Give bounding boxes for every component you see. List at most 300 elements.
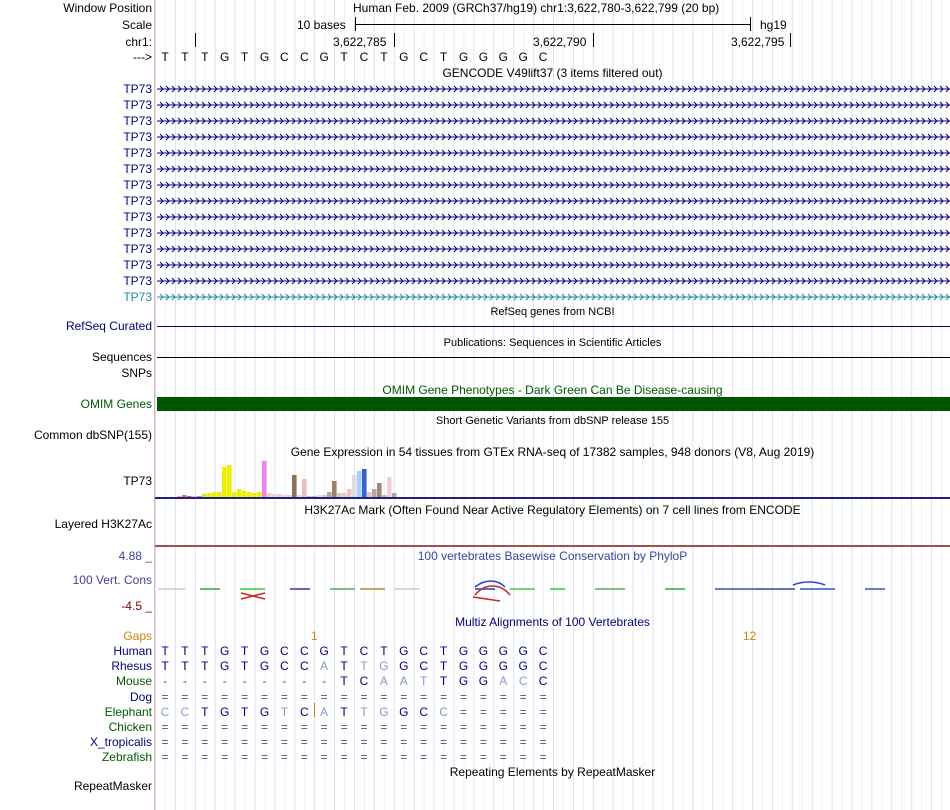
- aligned-base: =: [241, 735, 249, 750]
- omim-gene-bar[interactable]: [157, 397, 950, 411]
- aligned-base: C: [419, 659, 429, 674]
- aligned-base: T: [201, 704, 209, 719]
- aligned-base: C: [299, 704, 309, 719]
- snps-track-label[interactable]: SNPs: [121, 366, 152, 380]
- gtex-tissue-bar: [242, 491, 247, 497]
- aligned-base: C: [160, 704, 170, 719]
- gtex-tissue-bar: [277, 494, 282, 497]
- aligned-base: A: [399, 674, 408, 689]
- aligned-base: =: [221, 735, 229, 750]
- position-tick-label: 3,622,785: [333, 35, 387, 49]
- window-title[interactable]: Human Feb. 2009 (GRCh37/hg19) chr1:3,622,780-3,622,799 (20 bp): [353, 1, 720, 15]
- aligned-base: G: [498, 644, 508, 658]
- aligned-base: G: [379, 659, 389, 674]
- aligned-base: =: [300, 720, 308, 734]
- aligned-base: C: [538, 674, 548, 689]
- aligned-base: G: [478, 659, 489, 674]
- reference-base: T: [201, 50, 209, 64]
- gencode-transcript[interactable]: [157, 132, 950, 142]
- h3k27ac-baseline: [155, 545, 950, 547]
- aligned-base: =: [519, 750, 527, 765]
- aligned-base: =: [479, 735, 487, 750]
- gtex-tissue-bar: [267, 493, 272, 497]
- position-tick: [790, 33, 791, 47]
- repeatmasker-track-title: Repeating Elements by RepeatMasker: [449, 765, 656, 779]
- gap-mark: 12: [743, 629, 757, 643]
- aligned-base: =: [280, 735, 288, 750]
- gencode-transcript[interactable]: [157, 180, 950, 190]
- aligned-base: =: [440, 720, 448, 734]
- gtex-tissue-bar: [182, 495, 187, 497]
- aligned-base: =: [181, 720, 189, 734]
- gtex-tissue-bar: [332, 481, 337, 497]
- aligned-base: =: [340, 689, 348, 704]
- reference-base: T: [240, 50, 249, 64]
- aligned-base: =: [459, 750, 467, 765]
- aligned-base: G: [319, 644, 329, 658]
- aligned-base: =: [420, 750, 428, 765]
- aligned-base: =: [221, 750, 229, 765]
- gencode-transcript[interactable]: [157, 116, 950, 126]
- gtex-tissue-bar: [377, 483, 382, 497]
- aligned-base: =: [280, 750, 288, 765]
- aligned-base: =: [519, 704, 527, 719]
- phylop-score-mark: [793, 582, 825, 585]
- gtex-tissue-bar: [392, 493, 397, 497]
- aligned-base: =: [221, 689, 229, 704]
- aligned-base: =: [519, 735, 527, 750]
- aligned-base: G: [259, 644, 270, 658]
- gtex-track-label[interactable]: TP73: [123, 474, 152, 488]
- aligned-base: T: [161, 659, 169, 674]
- gtex-tissue-bar: [337, 493, 342, 497]
- aligned-base: T: [201, 659, 209, 674]
- repeatmasker-track-label[interactable]: RepeatMasker: [73, 779, 152, 793]
- refseq-gene-line[interactable]: [157, 326, 950, 327]
- aligned-base: A: [499, 674, 508, 689]
- gencode-transcript[interactable]: [157, 292, 950, 302]
- scale-bar: [355, 24, 751, 25]
- aligned-base: G: [399, 659, 409, 674]
- gtex-tissue-bar: [322, 495, 327, 497]
- gtex-tissue-bar: [347, 489, 352, 497]
- aligned-base: =: [479, 720, 487, 734]
- phylop-min-label: -4.5 _: [121, 599, 152, 613]
- aligned-base: G: [220, 644, 230, 658]
- aligned-base: =: [499, 704, 507, 719]
- reference-base: C: [280, 50, 289, 64]
- species-label[interactable]: Rhesus: [111, 659, 152, 674]
- aligned-base: -: [163, 674, 167, 689]
- gencode-transcript-label[interactable]: TP73: [123, 210, 152, 224]
- aligned-base: =: [380, 735, 388, 750]
- omim-track-label[interactable]: OMIM Genes: [80, 397, 152, 411]
- aligned-base: -: [282, 674, 287, 689]
- aligned-base: =: [400, 689, 408, 704]
- aligned-base: T: [181, 659, 189, 674]
- reference-base: C: [419, 50, 429, 64]
- chrom-label: chr1:: [125, 35, 152, 49]
- aligned-base: =: [459, 689, 467, 704]
- aligned-base: =: [499, 689, 507, 704]
- aligned-base: C: [538, 659, 548, 674]
- aligned-base: =: [440, 735, 448, 750]
- aligned-base: G: [518, 659, 528, 674]
- aligned-base: =: [181, 735, 189, 750]
- aligned-base: =: [380, 750, 388, 765]
- gencode-transcript[interactable]: [157, 276, 950, 286]
- aligned-base: G: [458, 659, 469, 674]
- reference-base: T: [439, 50, 448, 64]
- aligned-base: =: [260, 720, 268, 734]
- aligned-base: C: [299, 659, 309, 674]
- aligned-base: T: [280, 704, 289, 719]
- gtex-tissue-bar: [222, 467, 227, 497]
- gencode-transcript[interactable]: [157, 148, 950, 158]
- pubs-track-title: Publications: Sequences in Scientific Articles: [443, 337, 662, 349]
- gtex-tissue-bar: [232, 492, 237, 497]
- gtex-tissue-bar: [302, 479, 307, 497]
- aligned-base: =: [241, 750, 249, 765]
- gtex-tissue-bar: [312, 496, 317, 497]
- aligned-base: =: [201, 689, 209, 704]
- gencode-transcript[interactable]: [157, 100, 950, 110]
- aligned-base: T: [340, 704, 348, 719]
- gap-mark: 1: [311, 629, 318, 643]
- gencode-transcript[interactable]: [157, 212, 950, 222]
- aligned-base: =: [260, 750, 268, 765]
- species-label[interactable]: Elephant: [104, 704, 152, 719]
- aligned-base: =: [241, 720, 249, 734]
- aligned-base: C: [419, 644, 429, 658]
- aligned-base: C: [280, 644, 289, 658]
- aligned-base: T: [340, 659, 348, 674]
- aligned-base: =: [380, 720, 388, 734]
- reference-base: G: [319, 50, 329, 64]
- aligned-base: A: [320, 704, 329, 719]
- gencode-transcript-label[interactable]: TP73: [123, 242, 152, 256]
- aligned-base: =: [300, 750, 308, 765]
- refseq-track-title: RefSeq genes from NCBI: [490, 306, 615, 318]
- aligned-base: =: [340, 750, 348, 765]
- aligned-base: =: [479, 704, 487, 719]
- aligned-base: =: [380, 689, 388, 704]
- gencode-transcript[interactable]: [157, 164, 950, 174]
- aligned-base: =: [201, 720, 209, 734]
- species-label[interactable]: X_tropicalis: [89, 735, 152, 750]
- aligned-base: =: [479, 750, 487, 765]
- aligned-base: =: [440, 750, 448, 765]
- aligned-base: G: [220, 659, 230, 674]
- aligned-base: =: [459, 704, 467, 719]
- reference-base: C: [538, 50, 548, 64]
- dbsnp-track-title: Short Genetic Variants from dbSNP release 155: [435, 415, 670, 427]
- gencode-track-title: GENCODE V49lift37 (3 items filtered out): [442, 66, 663, 80]
- gtex-tissue-bar: [362, 469, 367, 497]
- strand-label: --->: [133, 50, 152, 64]
- aligned-base: =: [161, 720, 169, 734]
- reference-base: T: [340, 50, 348, 64]
- gtex-tissue-bar: [387, 477, 392, 497]
- gtex-tissue-bar: [282, 495, 287, 497]
- label-gutter-divider: [154, 0, 155, 810]
- dbsnp-track-label[interactable]: Common dbSNP(155): [33, 428, 152, 442]
- aligned-base: -: [202, 674, 207, 689]
- aligned-base: =: [360, 720, 368, 734]
- gencode-transcript-label[interactable]: TP73: [123, 274, 152, 288]
- pubs-sequence-line[interactable]: [157, 357, 950, 358]
- reference-base: G: [458, 50, 469, 64]
- reference-base: G: [220, 50, 230, 64]
- aligned-base: =: [499, 750, 507, 765]
- aligned-base: G: [518, 644, 528, 658]
- phylop-score-mark: [241, 593, 265, 599]
- aligned-base: T: [201, 644, 209, 658]
- aligned-base: =: [320, 735, 328, 750]
- h3k27ac-track-title: H3K27Ac Mark (Often Found Near Active Regulatory Elements) on 7 cell lines from ENCODE: [304, 503, 801, 517]
- aligned-base: =: [300, 735, 308, 750]
- aligned-base: -: [182, 674, 187, 689]
- assembly-label: hg19: [760, 18, 787, 32]
- aligned-base: =: [400, 735, 408, 750]
- window-position-label: Window Position: [63, 1, 152, 15]
- aligned-base: =: [539, 750, 547, 765]
- aligned-base: =: [420, 720, 428, 734]
- aligned-base: T: [420, 674, 428, 689]
- aligned-base: =: [539, 735, 547, 750]
- aligned-base: -: [222, 674, 227, 689]
- position-tick-label: 3,622,790: [533, 35, 587, 49]
- gtex-tissue-bar: [247, 492, 252, 497]
- gtex-tissue-bar: [357, 471, 362, 497]
- aligned-base: =: [539, 704, 547, 719]
- gencode-transcript-label[interactable]: TP73: [123, 258, 152, 272]
- gtex-tissue-bar: [227, 465, 232, 497]
- gtex-tissue-bar: [297, 495, 302, 497]
- gtex-tissue-bar: [262, 461, 267, 497]
- aligned-base: =: [499, 720, 507, 734]
- aligned-base: -: [322, 674, 327, 689]
- gencode-transcript-label[interactable]: TP73: [123, 146, 152, 160]
- aligned-base: =: [320, 750, 328, 765]
- phylop-track-label[interactable]: 100 Vert. Cons: [72, 573, 152, 587]
- gtex-tissue-bar: [202, 494, 207, 497]
- aligned-base: G: [399, 704, 409, 719]
- aligned-base: =: [181, 750, 189, 765]
- aligned-base: T: [380, 644, 388, 658]
- h3k27ac-track-label[interactable]: Layered H3K27Ac: [54, 517, 152, 531]
- aligned-base: T: [161, 644, 169, 658]
- aligned-base: =: [360, 689, 368, 704]
- aligned-base: G: [458, 674, 469, 689]
- aligned-base: T: [340, 674, 348, 689]
- aligned-base: =: [161, 750, 169, 765]
- scale-label: Scale: [121, 18, 152, 32]
- gtex-tissue-bar: [342, 493, 347, 497]
- pubs-track-label[interactable]: Sequences: [91, 350, 152, 364]
- gtex-tissue-bar: [197, 496, 202, 497]
- species-label[interactable]: Chicken: [108, 720, 152, 734]
- gencode-transcript-label[interactable]: TP73: [123, 194, 152, 208]
- gencode-transcript-label[interactable]: TP73: [123, 226, 152, 240]
- phylop-track-title: 100 vertebrates Basewise Conservation by PhyloP: [417, 549, 688, 563]
- aligned-base: C: [359, 644, 369, 658]
- aligned-base: =: [459, 735, 467, 750]
- scale-bar-right-cap: [750, 17, 751, 31]
- aligned-base: =: [360, 750, 368, 765]
- gtex-tissue-bar: [352, 475, 357, 497]
- reference-base: T: [161, 50, 169, 64]
- aligned-base: =: [260, 689, 268, 704]
- gtex-tissue-bar: [207, 493, 212, 497]
- species-label[interactable]: Mouse: [115, 674, 152, 689]
- aligned-base: G: [478, 674, 489, 689]
- position-tick: [593, 33, 594, 47]
- gencode-transcript[interactable]: [157, 84, 950, 94]
- insertion-mark: [314, 703, 315, 717]
- gtex-tissue-bar: [327, 492, 332, 497]
- aligned-base: =: [280, 720, 288, 734]
- gtex-tissue-bar: [287, 495, 292, 497]
- aligned-base: T: [340, 644, 348, 658]
- gtex-tissue-bar: [307, 496, 312, 497]
- multiz-track-title: Multiz Alignments of 100 Vertebrates: [455, 615, 650, 629]
- aligned-base: =: [519, 720, 527, 734]
- gtex-tissue-bar: [317, 495, 322, 497]
- aligned-base: A: [379, 674, 388, 689]
- species-label[interactable]: Zebrafish: [101, 750, 152, 765]
- aligned-base: T: [240, 644, 249, 658]
- gencode-transcript[interactable]: [157, 196, 950, 206]
- species-label[interactable]: Human: [113, 644, 152, 658]
- aligned-base: =: [400, 750, 408, 765]
- reference-base: G: [259, 50, 270, 64]
- gencode-transcript-label[interactable]: TP73: [123, 98, 152, 112]
- gencode-transcript-label[interactable]: TP73: [123, 290, 152, 304]
- aligned-base: =: [241, 689, 249, 704]
- gtex-tissue-bar: [217, 492, 222, 497]
- reference-base: C: [359, 50, 369, 64]
- reference-base: G: [498, 50, 508, 64]
- aligned-base: =: [181, 689, 189, 704]
- aligned-base: G: [458, 644, 469, 658]
- gtex-tissue-bar: [382, 495, 387, 497]
- aligned-base: =: [221, 720, 229, 734]
- gtex-tissue-bar: [367, 492, 372, 497]
- aligned-base: G: [498, 659, 508, 674]
- aligned-base: =: [539, 689, 547, 704]
- gtex-tissue-bar: [252, 493, 257, 497]
- aligned-base: G: [379, 704, 389, 719]
- reference-base: G: [399, 50, 409, 64]
- gtex-tissue-bar: [272, 494, 277, 497]
- aligned-base: C: [359, 674, 369, 689]
- aligned-base: =: [420, 735, 428, 750]
- position-tick: [195, 33, 196, 47]
- aligned-base: =: [479, 689, 487, 704]
- gencode-transcript[interactable]: [157, 228, 950, 238]
- gtex-expression-chart[interactable]: [155, 459, 950, 501]
- aligned-base: C: [439, 704, 448, 719]
- aligned-base: =: [340, 735, 348, 750]
- scale-text: 10 bases: [297, 18, 346, 32]
- aligned-base: -: [242, 674, 247, 689]
- gtex-tissue-bar: [257, 492, 262, 497]
- gencode-transcript-label[interactable]: TP73: [123, 178, 152, 192]
- aligned-base: =: [320, 720, 328, 734]
- aligned-base: =: [420, 689, 428, 704]
- aligned-base: =: [280, 689, 288, 704]
- gtex-tissue-bar: [292, 475, 297, 497]
- aligned-base: T: [439, 674, 448, 689]
- aligned-base: C: [180, 704, 190, 719]
- gtex-tissue-bar: [372, 489, 377, 497]
- aligned-base: C: [299, 644, 309, 658]
- gencode-transcript-label[interactable]: TP73: [123, 82, 152, 96]
- aligned-base: =: [340, 720, 348, 734]
- reference-base: T: [181, 50, 189, 64]
- aligned-base: =: [519, 689, 527, 704]
- species-label[interactable]: Dog: [129, 689, 152, 704]
- aligned-base: =: [260, 735, 268, 750]
- aligned-base: G: [259, 704, 270, 719]
- aligned-base: =: [320, 689, 328, 704]
- phylop-max-label: 4.88 _: [118, 549, 152, 563]
- gtex-tissue-bar: [187, 496, 192, 497]
- gtex-tissue-bar: [237, 489, 242, 497]
- aligned-base: =: [539, 720, 547, 734]
- aligned-base: T: [240, 659, 249, 674]
- scale-bar-left-cap: [355, 17, 356, 31]
- position-tick: [394, 33, 395, 47]
- gencode-transcript-label[interactable]: TP73: [123, 162, 152, 176]
- aligned-base: T: [181, 644, 189, 658]
- gencode-transcript-label[interactable]: TP73: [123, 130, 152, 144]
- aligned-base: T: [360, 704, 368, 719]
- aligned-base: =: [400, 720, 408, 734]
- gtex-tissue-bar: [212, 492, 217, 497]
- aligned-base: =: [499, 735, 507, 750]
- reference-base: C: [299, 50, 309, 64]
- aligned-base: G: [478, 644, 489, 658]
- reference-base: G: [518, 50, 528, 64]
- reference-base: T: [380, 50, 388, 64]
- position-tick-label: 3,622,795: [731, 35, 785, 49]
- refseq-track-label[interactable]: RefSeq Curated: [65, 319, 152, 333]
- aligned-base: G: [220, 704, 230, 719]
- aligned-base: -: [302, 674, 307, 689]
- aligned-base: =: [300, 689, 308, 704]
- reference-base: G: [478, 50, 489, 64]
- gtex-track-title: Gene Expression in 54 tissues from GTEx RNA-seq of 17382 samples, 948 donors (V8, Aug 2019): [290, 445, 815, 459]
- gencode-transcript[interactable]: [157, 260, 950, 270]
- aligned-base: =: [459, 720, 467, 734]
- aligned-base: T: [360, 659, 368, 674]
- aligned-base: C: [419, 704, 429, 719]
- aligned-base: G: [259, 659, 270, 674]
- omim-track-title: OMIM Gene Phenotypes - Dark Green Can Be Disease-causing: [382, 383, 723, 397]
- gencode-transcript-label[interactable]: TP73: [123, 114, 152, 128]
- gtex-tissue-bar: [192, 496, 197, 497]
- aligned-base: -: [262, 674, 267, 689]
- phylop-conservation-plot[interactable]: [155, 575, 950, 605]
- multiz-gaps-label: Gaps: [123, 629, 152, 643]
- aligned-base: T: [439, 659, 448, 674]
- aligned-base: A: [320, 659, 329, 674]
- gencode-transcript[interactable]: [157, 244, 950, 254]
- aligned-base: =: [161, 689, 169, 704]
- aligned-base: T: [439, 644, 448, 658]
